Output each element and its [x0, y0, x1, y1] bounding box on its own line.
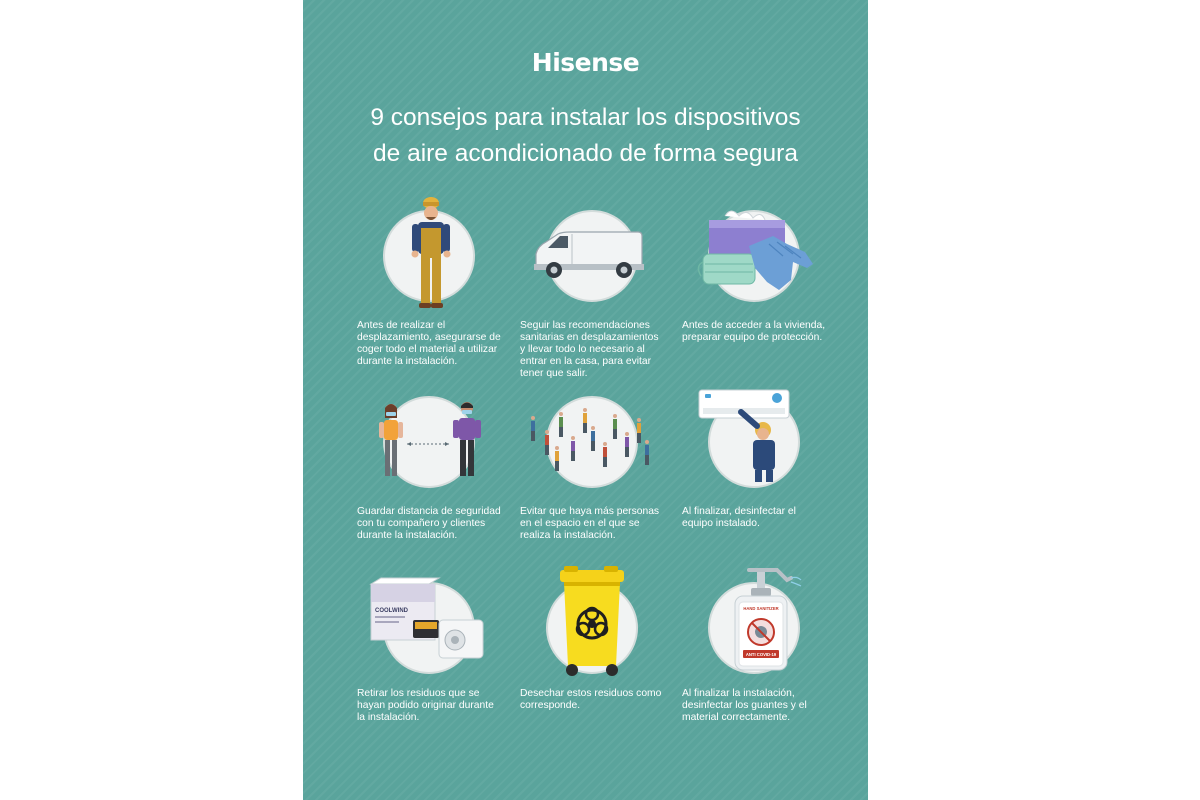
sanitizer-bottle-icon — [729, 566, 805, 674]
tip-8-text: Desechar estos residuos como corresponde. — [520, 688, 662, 711]
tip-1-text: Antes de realizar el desplazamiento, asegurarse de coger todo el material a utilizar durante la instalación. — [357, 320, 501, 367]
disinfect-ac-icon — [697, 388, 793, 484]
van-icon — [530, 228, 644, 280]
infographic-poster — [303, 0, 868, 800]
protective-equipment-icon — [695, 206, 817, 298]
tip-4-text: Guardar distancia de seguridad con tu compañero y clientes durante la instalación. — [357, 506, 501, 541]
tip-9-text: Al finalizar la instalación, desinfectar los guantes y el material correctamente. — [682, 688, 807, 723]
sanitizer-label: HAND SANITIZER — [743, 606, 779, 611]
tip-2-text: Seguir las recomendaciones sanitarias en desplazamientos y llevar todo lo necesario al entrar en la casa, para evitar tener que salir. — [520, 320, 659, 379]
hisense-logo: Hisense — [531, 48, 640, 77]
tip-6-text: Al finalizar, desinfectar el equipo instalado. — [682, 506, 796, 529]
crowd-icon — [527, 406, 653, 476]
coolwind-box-label: COOLWIND — [375, 608, 408, 614]
page-title — [303, 100, 868, 172]
biohazard-bin-icon — [558, 566, 626, 678]
title-line-1: 9 consejos para instalar los dispositivos — [370, 104, 801, 131]
tip-7-text: Retirar los residuos que se hayan podido originar durante la instalación. — [357, 688, 494, 723]
tip-3-text: Antes de acceder a la vivienda, preparar equipo de protección. — [682, 320, 826, 343]
anti-covid-label: ANTI COVID-19 — [745, 652, 777, 657]
social-distance-icon — [377, 398, 483, 484]
waste-boxes-icon — [369, 576, 493, 662]
tip-5-text: Evitar que haya más personas en el espacio en el que se realiza la instalación. — [520, 506, 660, 541]
technician-icon — [406, 194, 456, 316]
title-line-2: de aire acondicionado de forma segura — [373, 140, 798, 167]
